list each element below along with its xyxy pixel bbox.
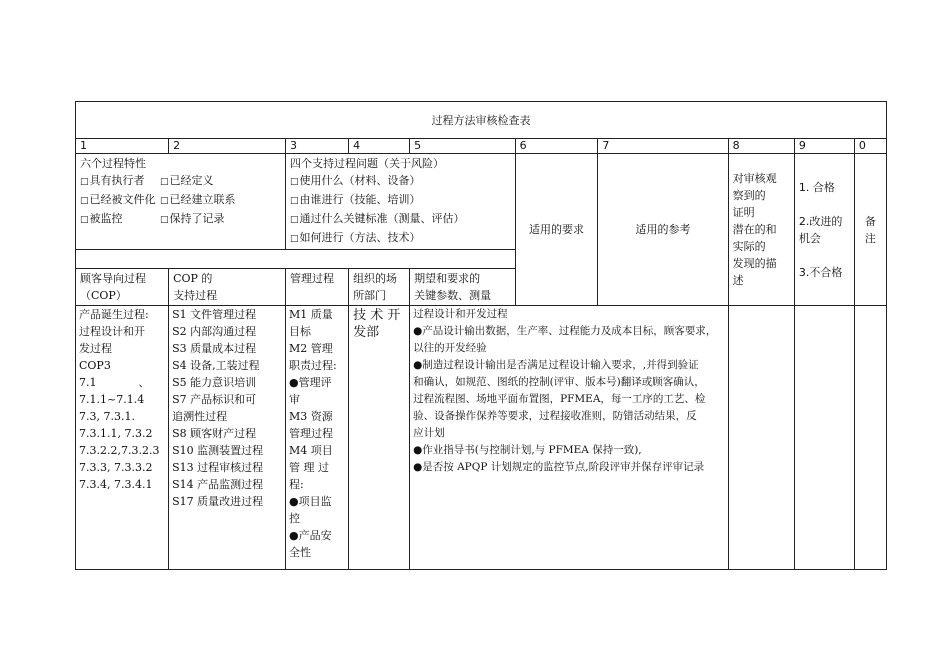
support-line: S7 产品标识和可 [172, 393, 257, 406]
result-option: 2.改进的 [798, 214, 843, 228]
mgmt-line: 管理过程 [288, 427, 333, 440]
trait-label: 被监控 [89, 212, 123, 225]
support-question-label: 由谁进行（技能、培训） [299, 193, 421, 206]
observation-line: 证明 [732, 206, 755, 219]
checkbox-icon: □ [80, 196, 89, 206]
org-header-line: 组织的场 [353, 272, 398, 285]
support-line: S17 质量改进过程 [172, 495, 264, 508]
expectation-header [410, 269, 516, 306]
support-line: S8 顾客财产过程 [172, 427, 257, 440]
applicable-reference-header: 适用的参考 [598, 154, 728, 306]
observation-line: 潜在的和 [732, 223, 777, 236]
col-number: 9 [794, 139, 854, 154]
remarks-content [854, 306, 886, 570]
checkbox-icon: □ [80, 177, 89, 187]
cop-line: 7.1 、 [79, 376, 150, 389]
cop-line: 7.3.1.1, 7.3.2 [79, 427, 153, 440]
org-header-line: 所部门 [353, 289, 387, 302]
cop-line: 产品诞生过程: [79, 308, 149, 321]
expect-header-line: 期望和要求的 [414, 272, 481, 285]
trait-row [80, 191, 281, 210]
mgmt-line: ●管理评 [288, 376, 332, 389]
cop-content [76, 306, 169, 570]
management-process-header: 管理过程 [285, 269, 348, 306]
support-line: S2 内部沟通过程 [172, 325, 257, 338]
support-question-label: 如何进行（方法、技术） [299, 231, 421, 244]
support-line: S13 过程审核过程 [172, 461, 264, 474]
cop-line: COP3 [79, 359, 111, 372]
blank-spacer-cell [76, 250, 516, 269]
result-option: 3.不合格 [798, 265, 843, 279]
applicable-requirements-header: 适用的要求 [515, 154, 598, 306]
expect-line: ●产品设计输出数据，生产率、过程能力及成本目标，顾客要求， [413, 325, 717, 337]
expect-line: 过程流程图、场地平面布置图，PFMEA，每一工序的工艺、检 [413, 393, 706, 405]
observation-line: 察到的 [732, 189, 766, 202]
support-header-line: COP 的 [173, 272, 213, 285]
management-content [285, 306, 348, 570]
support-question [290, 191, 511, 210]
checkbox-icon: □ [80, 215, 89, 225]
support-question [290, 229, 511, 248]
observation-content [728, 306, 794, 570]
expect-line: ●是否按 APQP 计划规定的监控节点,阶段评审并保存评审记录 [413, 461, 705, 473]
col-number: 8 [728, 139, 794, 154]
checkbox-icon: □ [160, 196, 169, 206]
support-question-label: 使用什么（材料、设备） [299, 174, 421, 187]
expect-line: 和确认，如规范、图纸的控制(评审、版本号)翻译或顾客确认， [413, 376, 705, 388]
audit-checklist-table [75, 101, 887, 570]
process-traits-cell [76, 154, 286, 250]
col-number: 5 [410, 139, 516, 154]
result-option: 1. 合格 [798, 180, 835, 194]
col-number: 2 [169, 139, 286, 154]
expect-line: ●制造过程设计输出是否满足过程设计输入要求，,并得到验证 [413, 359, 699, 371]
trait-label: 已经建立联系 [169, 193, 236, 206]
col-number: 0 [854, 139, 886, 154]
mgmt-line: M2 管理 [288, 342, 333, 355]
support-line: S5 能力意识培训 [172, 376, 257, 389]
mgmt-line: M1 质量 [288, 308, 333, 321]
column-number-row [76, 139, 887, 154]
checkbox-icon: □ [289, 234, 299, 244]
mgmt-line: 审 [288, 393, 300, 406]
support-line: S4 设备,工装过程 [172, 359, 260, 372]
mgmt-line: 程: [288, 478, 304, 491]
support-question [290, 172, 511, 191]
organization-dept-header [349, 269, 410, 306]
observation-line: 发现的描 [732, 257, 777, 270]
support-content [169, 306, 286, 570]
support-questions-cell [285, 154, 515, 250]
organization-content [349, 306, 410, 570]
cop-line: 过程设计和开 [79, 325, 145, 338]
col-number: 7 [598, 139, 728, 154]
result-option: 机会 [798, 231, 821, 245]
cop-line: 7.1.1~7.1.4 [79, 393, 145, 406]
mgmt-line: 控 [288, 512, 300, 525]
result-content [794, 306, 854, 570]
col-number: 6 [515, 139, 598, 154]
result-header [794, 154, 854, 306]
cop-line: 7.3.2.2,7.3.2.3 [79, 444, 160, 457]
col-number: 4 [349, 139, 410, 154]
cop-line: 发过程 [79, 342, 112, 355]
process-traits-heading: 六个过程特性 [80, 157, 146, 170]
support-question [290, 210, 511, 229]
checkbox-icon: □ [289, 196, 299, 206]
checkbox-icon: □ [289, 215, 299, 225]
checkbox-icon: □ [289, 177, 299, 187]
mgmt-line: M3 资源 [288, 410, 333, 423]
mgmt-line: 职责过程: [288, 359, 337, 372]
mgmt-line: 全性 [288, 546, 311, 559]
cop-header-line: 顾客导向过程 [80, 272, 146, 285]
observation-header [728, 154, 794, 306]
org-line: 发部 [353, 325, 380, 340]
expect-line: 验、设备操作保养等要求，过程接收准则，防错活动结果，反 [413, 410, 697, 422]
trait-label: 具有执行者 [89, 174, 145, 187]
support-line: S1 文件管理过程 [172, 308, 257, 321]
mgmt-line: ●项目监 [288, 495, 332, 508]
trait-row [80, 172, 281, 191]
mgmt-line: 管 理 过 [288, 461, 329, 474]
expect-line: 以往的开发经验 [413, 342, 487, 354]
trait-row [80, 210, 281, 229]
col-number: 1 [76, 139, 169, 154]
observation-line: 实际的 [732, 240, 766, 253]
page-title: 过程方法审核检查表 [76, 102, 887, 139]
checkbox-icon: □ [160, 177, 169, 187]
observation-line: 述 [732, 274, 744, 287]
expect-line: 应计划 [413, 427, 445, 439]
col-number: 3 [285, 139, 348, 154]
expect-header-line: 关键参数、测量 [414, 289, 492, 302]
support-questions-heading: 四个支持过程问题（关于风险） [289, 157, 444, 170]
cop-line: 7.3, 7.3.1. [79, 410, 135, 423]
support-process-header [169, 269, 286, 306]
support-line: S3 质量成本过程 [172, 342, 257, 355]
trait-label: 已经被文件化 [89, 193, 156, 206]
expect-line: 过程设计和开发过程 [413, 308, 508, 320]
mgmt-line: 目标 [288, 325, 311, 338]
support-question-label: 通过什么关键标准（测量、评估） [299, 212, 465, 225]
remarks-char: 备 [864, 214, 876, 228]
support-line: S10 监测装置过程 [172, 444, 264, 457]
expectation-content [410, 306, 729, 570]
remarks-header [854, 154, 886, 306]
observation-line: 对审核观 [732, 172, 777, 185]
cop-line: 7.3.4, 7.3.4.1 [79, 478, 153, 491]
remarks-char: 注 [864, 231, 876, 245]
org-line: 技 术 开 [353, 308, 401, 323]
trait-label: 保持了记录 [169, 212, 225, 225]
trait-label: 已经定义 [169, 174, 214, 187]
expect-line: ●作业指导书(与控制计划,与 PFMEA 保持一致), [413, 444, 642, 456]
cop-header-line: （COP） [80, 289, 127, 302]
cop-line: 7.3.3, 7.3.3.2 [79, 461, 153, 474]
cop-header [76, 269, 169, 306]
support-line: S14 产品监测过程 [172, 478, 264, 491]
support-line: 追溯性过程 [172, 410, 228, 423]
checkbox-icon: □ [160, 215, 169, 225]
mgmt-line: M4 项目 [288, 444, 333, 457]
mgmt-line: ●产品安 [288, 529, 332, 542]
support-header-line: 支持过程 [173, 289, 218, 302]
